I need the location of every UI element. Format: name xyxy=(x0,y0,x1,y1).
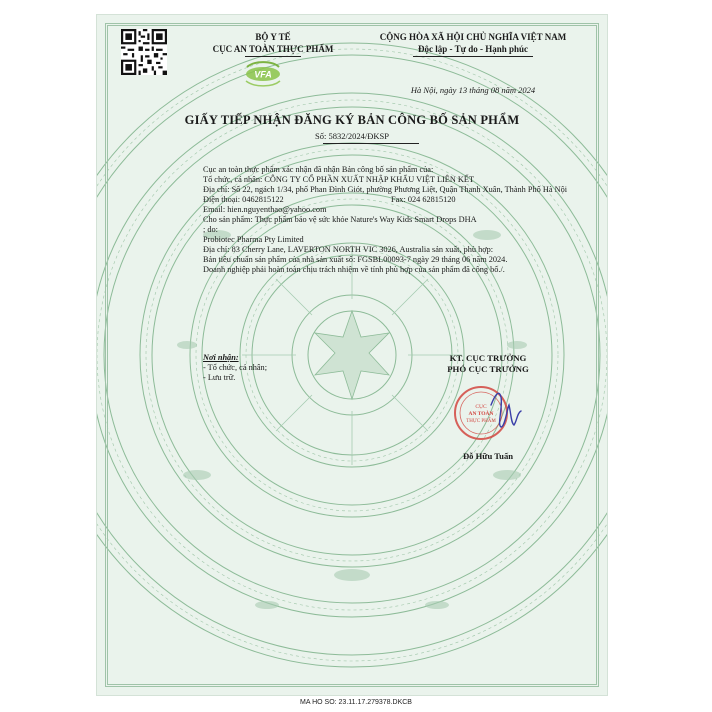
product-line: Cho sản phẩm: Thực phẩm bảo vệ sức khỏe Nature's Way Kids Smart Drops DHA xyxy=(203,215,477,224)
document-title: GIẤY TIẾP NHẬN ĐĂNG KÝ BẢN CÔNG BỐ SẢN PHẨM xyxy=(184,113,520,127)
motto-underline xyxy=(413,56,533,57)
signer-position: PHÓ CỤC TRƯỞNG xyxy=(447,364,529,374)
agency-name: CỤC AN TOÀN THỰC PHẨM xyxy=(212,44,334,54)
stamp-text-mid: AN TOÀN xyxy=(468,411,494,417)
agency-header xyxy=(193,31,353,57)
qr-code xyxy=(121,29,167,75)
responsibility-line: Doanh nghiệp phải hoàn toàn chịu trách nhiệm về tính phù hợp của sản phẩm đã công bố./. xyxy=(203,265,505,274)
issue-date: Hà Nội, ngày 13 tháng 08 năm 2024 xyxy=(410,85,536,95)
agency-underline xyxy=(245,56,301,57)
organization-line: Tổ chức, cá nhân: CÔNG TY CỔ PHẦN XUẤT NHẬP KHẨU VIỆT LIÊN KẾT xyxy=(203,175,475,184)
dossier-code: MA HO SO: 23.11.17.279378.DKCB xyxy=(300,699,412,706)
intro-line: Cục an toàn thực phẩm xác nhận đã nhận Bản công bố sản phẩm của: xyxy=(203,165,434,174)
signer-name: Đỗ Hữu Tuấn xyxy=(462,451,514,461)
certificate-body xyxy=(203,165,577,275)
document-number: Số: 5832/2024/ĐKSP xyxy=(315,131,389,141)
contact-row xyxy=(203,195,577,205)
official-stamp xyxy=(451,375,525,449)
recipient-item: - Lưu trữ. xyxy=(203,373,236,382)
standard-line: Bản tiêu chuẩn sản phẩm của nhà sản xuất số: FGSBL00093-7 ngày 29 tháng 06 năm 2024. xyxy=(203,255,508,264)
recipients-label: Nơi nhận: xyxy=(203,353,239,362)
stamp-text-bottom: THỰC PHẨM xyxy=(466,419,496,424)
manufacturer-line: Probiotec Pharma Pty Limited xyxy=(203,235,304,244)
phone-line: Điện thoại: 0462815122 xyxy=(203,195,284,204)
producer-prefix: ; do: xyxy=(203,225,218,234)
country-header xyxy=(353,31,593,57)
stamp-text-top: CỤC xyxy=(475,404,487,410)
manufacturer-address-line: Địa chỉ: 83 Cherry Lane, LAVERTON NORTH VIC 3026, Australia sản xuất, phù hợp: xyxy=(203,245,494,254)
ministry-name: BỘ Y TẾ xyxy=(255,32,291,42)
signer-authority: KT. CỤC TRƯỞNG xyxy=(449,353,527,363)
vfa-logo xyxy=(243,61,283,87)
address-line: Địa chỉ: Số 22, ngách 1/34, phố Phan Đình Giót, phường Phương Liệt, Quận Thanh Xuân, Thành Phố Hà Nội xyxy=(203,185,568,194)
country-name: CỘNG HÒA XÃ HỘI CHỦ NGHĨA VIỆT NAM xyxy=(379,32,567,42)
number-underline xyxy=(323,143,419,144)
fax-line: Fax: 024 62815120 xyxy=(391,195,456,204)
email-line: Email: hien.nguyenthao@yahoo.com xyxy=(203,205,327,214)
signature-block xyxy=(413,353,563,375)
motto: Độc lập - Tự do - Hạnh phúc xyxy=(417,44,528,54)
certificate-page xyxy=(96,14,608,696)
logo-text: VFA xyxy=(254,69,272,80)
recipient-item: - Tổ chức, cá nhân; xyxy=(203,363,268,372)
recipients-block xyxy=(203,353,353,383)
